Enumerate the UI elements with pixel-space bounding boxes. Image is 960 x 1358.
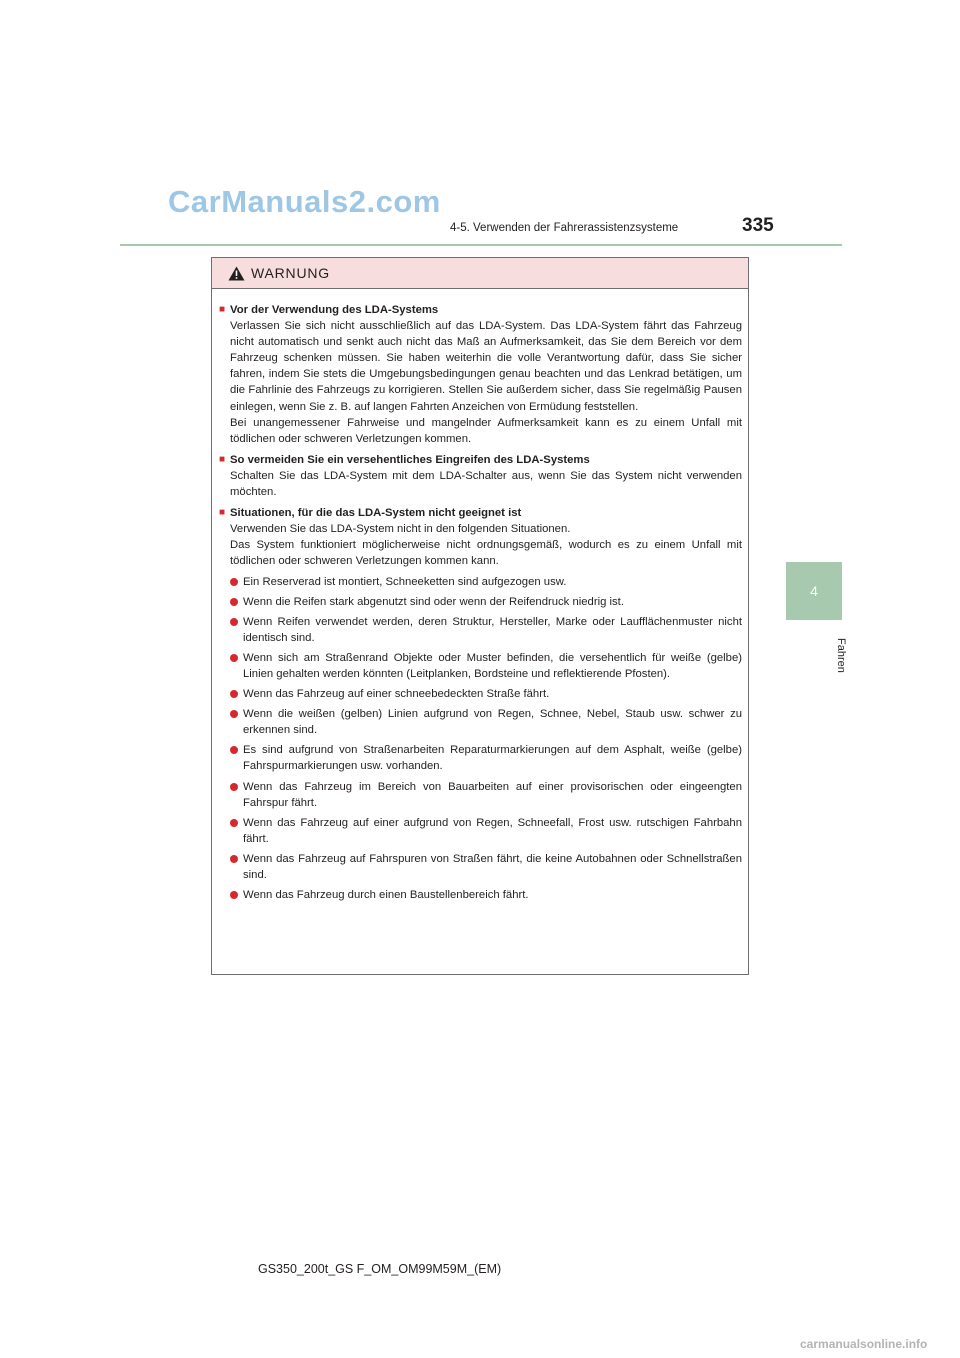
- section-heading: ■ Situationen, für die das LDA-System nicht geeignet ist: [219, 505, 742, 521]
- bullet-dot-icon: [230, 710, 238, 718]
- warning-box: [211, 257, 749, 975]
- section-heading: ■ Vor der Verwendung des LDA-Systems: [219, 302, 742, 318]
- list-item: Wenn sich am Straßenrand Objekte oder Muster befinden, die versehentlich für weiße (gelbe) Linien gehalten werden könnten (Leitplanken, Bordsteine und reflektierende Pfosten).: [230, 650, 742, 682]
- bullet-dot-icon: [230, 891, 238, 899]
- section-text: Verwenden Sie das LDA-System nicht in den folgenden Situationen. Das System funktioniert möglicherweise nicht ordnungsgemäß, wodurch es zu einem Unfall mit tödlichen oder schweren Verletzungen kommen kann.: [230, 523, 742, 568]
- section-heading: ■ So vermeiden Sie ein versehentliches Eingreifen des LDA-Systems: [219, 452, 742, 468]
- section-title: 4-5. Verwenden der Fahrerassistenzsysteme: [450, 222, 679, 234]
- bullet-dot-icon: [230, 819, 238, 827]
- warning-triangle-icon: [228, 266, 245, 281]
- list-item: Wenn die Reifen stark abgenutzt sind oder wenn der Reifendruck niedrig ist.: [230, 594, 742, 610]
- bullet-dot-icon: [230, 618, 238, 626]
- carmanuals-watermark: CarManuals2.com: [168, 184, 441, 219]
- header-divider: [120, 244, 842, 246]
- warning-header: [212, 258, 748, 289]
- chapter-label: Fahren: [835, 637, 847, 673]
- bullet-dot-icon: [230, 783, 238, 791]
- bullet-dot-icon: [230, 855, 238, 863]
- list-item: Wenn das Fahrzeug auf einer aufgrund von Regen, Schneefall, Frost usw. rutschigen Fahrbahn fährt.: [230, 815, 742, 847]
- list-item: Ein Reserverad ist montiert, Schneeketten sind aufgezogen usw.: [230, 574, 742, 590]
- document-code: GS350_200t_GS F_OM_OM99M59M_(EM): [258, 1262, 502, 1276]
- square-bullet-icon: ■: [219, 507, 226, 519]
- bullet-dot-icon: [230, 578, 238, 586]
- square-bullet-icon: ■: [219, 453, 226, 465]
- page-number: 335: [742, 215, 774, 236]
- bullet-dot-icon: [230, 654, 238, 662]
- warning-section: [219, 302, 742, 447]
- warning-title: WARNUNG: [251, 265, 330, 281]
- warning-section: [219, 452, 742, 500]
- list-item: Wenn das Fahrzeug im Bereich von Bauarbeiten auf einer provisorischen oder eingeengten Fahrspur fährt.: [230, 779, 742, 811]
- list-item: Wenn das Fahrzeug durch einen Baustellenbereich fährt.: [230, 887, 742, 903]
- list-item: Wenn die weißen (gelben) Linien aufgrund von Regen, Schnee, Nebel, Staub usw. schwer zu erkennen sind.: [230, 706, 742, 738]
- list-item: Wenn Reifen verwendet werden, deren Struktur, Hersteller, Marke oder Laufflächenmuster nicht identisch sind.: [230, 614, 742, 646]
- warning-body: [212, 289, 748, 903]
- section-text: Verlassen Sie sich nicht ausschließlich auf das LDA-System. Das LDA-System fährt das Fahrzeug nicht automatisch und senkt auch nicht das Maß an Aufmerksamkeit, das Sie dem Bereich vor dem Fahrzeug schenken müssen. Sie haben weiterhin die volle Verantwortung dafür, dass Sie sicher fahren, indem Sie stets die Umgebungsbedingungen genau beachten und das Lenkrad betätigen, um die Fahrlinie des Fahrzeugs zu korrigieren. Stellen Sie außerdem sicher, dass Sie regelmäßig Pausen einlegen, wenn Sie z. B. auf langen Fahrten Anzeichen von Ermüdung feststellen. Bei unangemessener Fahrweise und mangelnder Aufmerksamkeit kann es zu einem Unfall mit tödlichen oder schweren Verletzungen kommen.: [230, 320, 742, 445]
- bullet-dot-icon: [230, 690, 238, 698]
- square-bullet-icon: ■: [219, 304, 226, 315]
- list-item: Wenn das Fahrzeug auf einer schneebedeckten Straße fährt.: [230, 686, 742, 702]
- warning-section: [219, 505, 742, 903]
- chapter-tab[interactable]: 4: [786, 562, 842, 620]
- section-text: Schalten Sie das LDA-System mit dem LDA-Schalter aus, wenn Sie das System nicht verwenden möchten.: [230, 469, 742, 499]
- list-item: Wenn das Fahrzeug auf Fahrspuren von Straßen fährt, die keine Autobahnen oder Schnellstraßen sind.: [230, 851, 742, 883]
- footer-watermark: carmanualsonline.info: [800, 1337, 928, 1351]
- bullet-dot-icon: [230, 746, 238, 754]
- list-item: Es sind aufgrund von Straßenarbeiten Reparaturmarkierungen auf dem Asphalt, weiße (gelbe) Fahrspurmarkierungen usw. vorhanden.: [230, 742, 742, 774]
- bullet-dot-icon: [230, 598, 238, 606]
